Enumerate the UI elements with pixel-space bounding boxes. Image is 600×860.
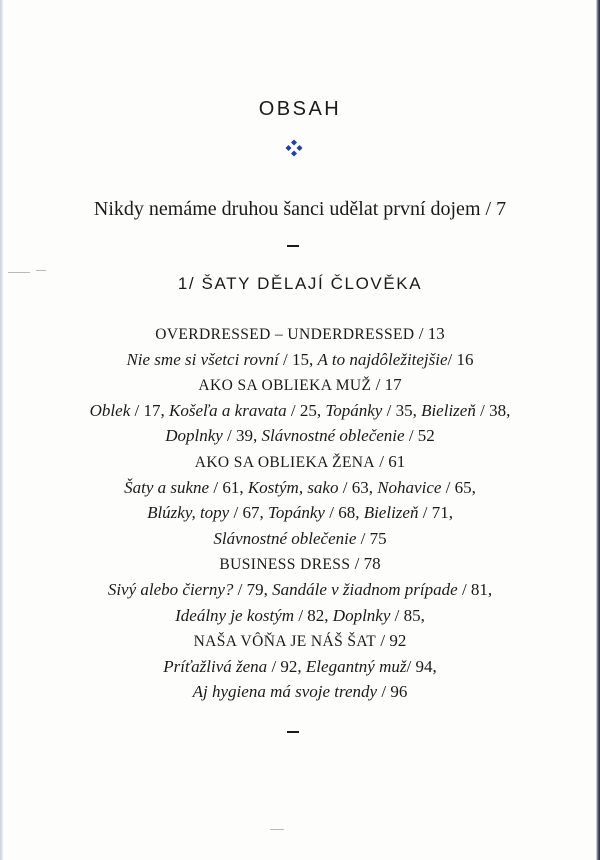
toc-entry-title: Košeľa a kravata [168, 400, 287, 420]
toc-entry-page: 61 [222, 477, 240, 497]
toc-line: OVERDRESSED – UNDERDRESSED / 13 [155, 324, 445, 343]
paper-speck [270, 829, 284, 830]
toc-line: Oblek / 17, Košeľa a kravata / 25, Topánky / 35, Bielizeň / 38, [89, 400, 511, 420]
toc-entry-title: Doplnky [332, 605, 391, 625]
four-diamond-ornament-icon [285, 139, 303, 157]
toc-entry-page: 25 [299, 400, 317, 420]
toc-entry-page: 52 [417, 426, 435, 446]
toc-entry-page: 96 [390, 682, 408, 702]
toc-line: Nie sme si všetci rovní / 15, A to najdôležitejšie/ 16 [126, 349, 474, 369]
contents-heading: OBSAH [258, 98, 342, 120]
toc-entry-title: AKO SA OBLIEKA MUŽ [198, 377, 372, 395]
toc-entry-page: 17 [384, 375, 402, 395]
toc-entry-title: Kostým, sako [247, 477, 339, 497]
toc-line: AKO SA OBLIEKA MUŽ / 17 [198, 375, 402, 395]
paper-speck [8, 272, 30, 273]
intro-title: Nikdy nemáme druhou šanci udělat první dojem [93, 198, 481, 220]
toc-entry-title: Oblek [89, 400, 131, 420]
toc-entry-title: Slávnostné oblečenie [213, 528, 357, 548]
toc-line: Príťažlivá žena / 92, Elegantný muž/ 94, [163, 656, 437, 676]
toc-entry-title: Sandále v žiadnom prípade [272, 579, 458, 599]
toc-entry-page: 16 [456, 349, 474, 369]
toc-line: Slávnostné oblečenie / 75 [213, 528, 387, 548]
toc-entry-title: Nohavice [377, 477, 442, 497]
toc-entry-page: 17 [143, 400, 161, 420]
toc-entry-page: 65 [454, 477, 472, 497]
part-title: 1/ ŠATY DĚLAJÍ ČLOVĚKA [177, 274, 423, 293]
toc-entry-title: Sivý alebo čierny? [107, 579, 234, 599]
section-divider-dash [287, 245, 299, 247]
toc-entry-page: 82 [307, 605, 325, 625]
toc-entry-title: Príťažlivá žena [163, 656, 268, 676]
toc-entry-title: Nie sme si všetci rovní [126, 349, 279, 369]
toc-entry-title: AKO SA OBLIEKA ŽENA [194, 453, 375, 471]
toc-entry-page: 92 [389, 631, 407, 651]
toc-entry-page: 81 [470, 579, 488, 599]
toc-line: Ideálny je kostým / 82, Doplnky / 85, [175, 605, 425, 625]
toc-entry-page: 13 [427, 324, 445, 343]
toc-line: BUSINESS DRESS / 78 [219, 554, 381, 574]
toc-entry-title: Topánky [267, 503, 325, 523]
toc-entry-title: A to najdôležitejšie [317, 349, 448, 369]
page-separator: / [485, 198, 497, 220]
toc-entry-page: 61 [388, 451, 406, 471]
toc-entry-title: Blúzky, topy [147, 503, 230, 523]
toc-entry-page: 85 [403, 605, 421, 625]
toc-entry-title: Bielizeň [421, 400, 476, 420]
toc-entry-page: 79 [246, 579, 264, 599]
toc-entry-page: 92 [280, 656, 298, 676]
table-of-contents [0, 321, 600, 705]
toc-line: NAŠA VÔŇA JE NÁŠ ŠAT / 92 [193, 631, 407, 651]
toc-entry-title: Doplnky [165, 426, 223, 446]
toc-entry-title: NAŠA VÔŇA JE NÁŠ ŠAT [193, 633, 377, 651]
toc-entry-title: Ideálny je kostým [175, 605, 295, 625]
toc-entry-page: 38 [489, 400, 507, 420]
toc-entry-title: Topánky [325, 400, 383, 420]
toc-entry-title: Aj hygiena má svoje trendy [192, 682, 378, 702]
toc-entry-page: 39 [236, 426, 254, 446]
toc-line: Sivý alebo čierny? / 79, Sandále v žiadnom prípade / 81, [107, 579, 493, 599]
end-divider-dash [287, 731, 299, 733]
toc-entry-page: 67 [242, 503, 260, 523]
toc-entry-page: 94 [415, 656, 433, 676]
intro-page-number: 7 [496, 198, 507, 220]
toc-entry-page: 78 [363, 554, 381, 574]
toc-entry-title: OVERDRESSED – UNDERDRESSED [155, 326, 415, 343]
toc-entry-title: Bielizeň [363, 503, 419, 523]
toc-entry-title: Šaty a sukne [124, 477, 210, 497]
toc-line: Aj hygiena má svoje trendy / 96 [192, 682, 408, 702]
toc-line: Blúzky, topy / 67, Topánky / 68, Bielizeň / 71, [147, 503, 453, 523]
toc-entry-page: 15 [292, 349, 310, 369]
intro-entry [0, 198, 600, 221]
toc-entry-page: 75 [369, 528, 387, 548]
toc-entry-page: 35 [395, 400, 413, 420]
toc-entry-title: Elegantný muž [305, 656, 407, 676]
toc-line: AKO SA OBLIEKA ŽENA / 61 [194, 451, 406, 471]
toc-entry-page: 63 [351, 477, 369, 497]
toc-line: Doplnky / 39, Slávnostné oblečenie / 52 [165, 426, 435, 446]
paper-speck [36, 270, 46, 271]
toc-entry-page: 68 [338, 503, 356, 523]
toc-entry-page: 71 [431, 503, 449, 523]
toc-entry-title: Slávnostné oblečenie [261, 426, 405, 446]
toc-line: Šaty a sukne / 61, Kostým, sako / 63, Nohavice / 65, [124, 477, 476, 497]
toc-entry-title: BUSINESS DRESS [219, 556, 351, 574]
